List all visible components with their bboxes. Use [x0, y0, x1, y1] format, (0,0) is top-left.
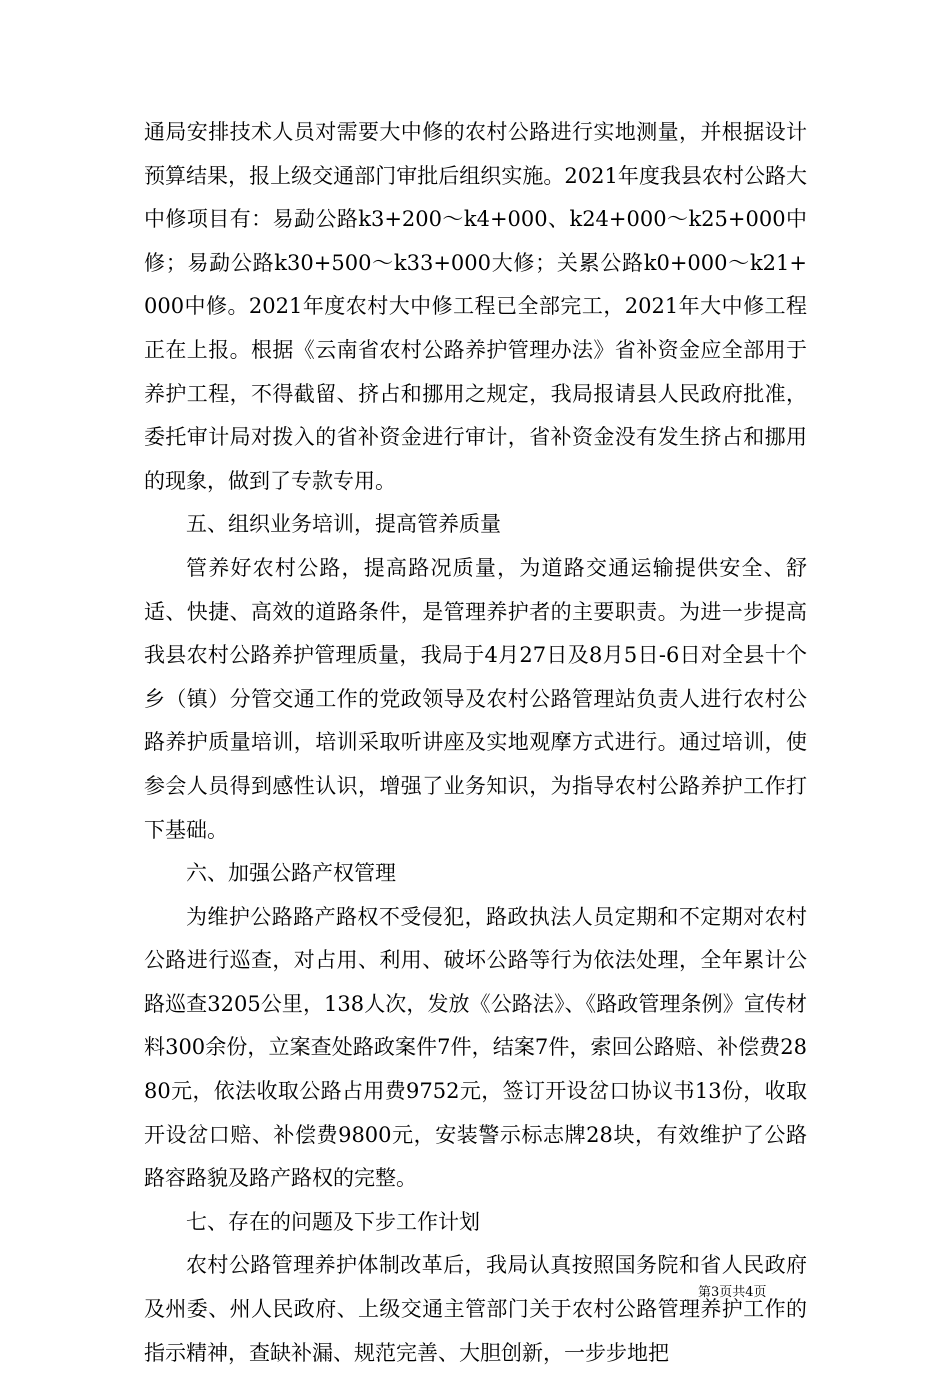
- section-heading-6: 六、加强公路产权管理: [186, 861, 396, 886]
- paragraph-continuation: 通局安排技术人员对需要大中修的农村公路进行实地测量，并根据设计预算结果，报上级交通部门审批后组织实施。2021年度我县农村公路大中修项目有：易勐公路k3+200～k4+000、k24+000～k25+000中修；易勐公路k30+500～k33+000大修；关累公路k0+000～k21+000中修。2021年度农村大中修工程已全部完工，2021年大中修工程正在上报。根据《云南省农村公路养护管理办法》省补资金应全部用于养护工程，不得截留、挤占和挪用之规定，我局报请县人民政府批准，委托审计局对拨入的省补资金进行审计，省补资金没有发生挤占和挪用的现象，做到了专款专用。: [144, 120, 807, 493]
- page-number: 第3页共4页: [698, 1285, 767, 1300]
- paragraph-issues: 农村公路管理养护体制改革后，我局认真按照国务院和省人民政府及州委、州人民政府、上级交通主管部门关于农村公路管理养护工作的指示精神，查缺补漏、规范完善、大胆创新，一步步地把: [144, 1253, 807, 1365]
- paragraph-training: 管养好农村公路，提高路况质量，为道路交通运输提供安全、舒适、快捷、高效的道路条件，是管理养护者的主要职责。为进一步提高我县农村公路养护管理质量，我局于4月27日及8月5日-6日对全县十个乡（镇）分管交通工作的党政领导及农村公路管理站负责人进行农村公路养护质量培训，培训采取听讲座及实地观摩方式进行。通过培训，使参会人员得到感性认识，增强了业务知识，为指导农村公路养护工作打下基础。: [144, 555, 807, 842]
- section-heading-5: 五、组织业务培训，提高管养质量: [186, 512, 501, 537]
- document-body: [144, 111, 807, 1375]
- paragraph-property-rights: 为维护公路路产路权不受侵犯，路政执法人员定期和不定期对农村公路进行巡查，对占用、利用、破坏公路等行为依法处理，全年累计公路巡查3205公里，138人次，发放《公路法》、《路政管理条例》宣传材料300余份，立案查处路政案件7件，结案7件，索回公路赔、补偿费2880元，依法收取公路占用费9752元，签订开设岔口协议书13份，收取开设岔口赔、补偿费9800元，安装警示标志牌28块，有效维护了公路路容路貌及路产路权的完整。: [144, 904, 807, 1191]
- section-heading-7: 七、存在的问题及下步工作计划: [186, 1209, 480, 1234]
